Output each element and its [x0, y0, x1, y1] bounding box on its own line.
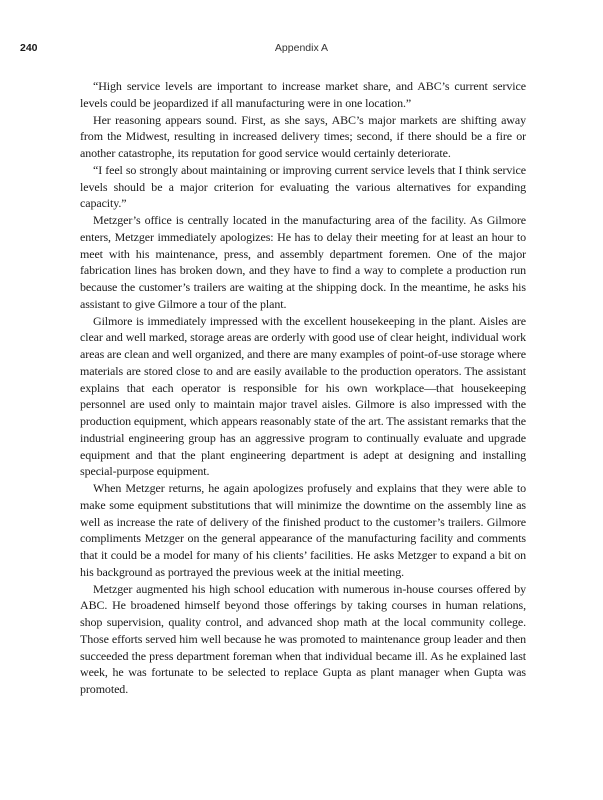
paragraph: Metzger augmented his high school education with numerous in-house courses offered by ABC. He broadened himself beyond those offerings by taking courses in human relations, shop supervision, quality control, and advanced shop math at the local community college. Those efforts served him well because he was promoted to maintenance group leader and then succeeded the press department foreman when that individual became ill. As he explained last week, he was fortunate to be selected to replace Gupta as plant manager when Gupta was promoted. [80, 581, 526, 696]
paragraph: Metzger’s office is centrally located in the manufacturing area of the facility. As Gilmore enters, Metzger immediately apologizes: He has to delay their meeting for at least an hour to meet with his maintenance, press, and assembly department foremen. One of the major fabrication lines has broken down, and they have to find a way to complete a production run because the customer’s trailers are waiting at the shipping dock. In the meantime, he asks his assistant to give Gilmore a tour of the plant. [80, 213, 526, 311]
paragraph: “High service levels are important to increase market share, and ABC’s current service levels could be jeopardized if all manufacturing were in one location.” [80, 79, 526, 110]
paragraph: Her reasoning appears sound. First, as she says, ABC’s major markets are shifting away from the Midwest, resulting in increased delivery times; second, if there should be a fire or another catastrophe, its reputation for good service would certainly deteriorate. [80, 112, 526, 160]
paragraph: “I feel so strongly about maintaining or improving current service levels that I think service levels should be a major criterion for evaluating the various alternatives for expanding capacity.” [80, 162, 526, 211]
page-number: 240 [20, 42, 38, 54]
body-text [80, 78, 526, 698]
running-head: Appendix A [274, 42, 329, 54]
paragraph: When Metzger returns, he again apologizes profusely and explains that they were able to make some equipment substitutions that will minimize the downtime on the assembly line as well as increase the rate of delivery of the finished product to the customer’s trailers. Gilmore compliments Metzger on the general appearance of the manufacturing facility and comments that it could be a model for many of his clients’ facilities. He asks Metzger to expand a bit on his background as portrayed the previous week at the initial meeting. [80, 481, 526, 579]
paragraph: Gilmore is immediately impressed with the excellent housekeeping in the plant. Aisles are clear and well marked, storage areas are orderly with good use of clear height, individual work areas are clean and well organized, and there are many examples of point-of-use storage where materials are stored close to and are easily available to the production operators. The assistant explains that each operator is responsible for his own workplace—that housekeeping personnel are used only to maintain major travel aisles. Gilmore is also impressed with the production equipment, which appears reasonably state of the art. The assistant remarks that the industrial engineering group has an aggressive program to continually evaluate and upgrade equipment and that the plant engineering department is adept at designing and installing special-purpose equipment. [80, 313, 526, 479]
